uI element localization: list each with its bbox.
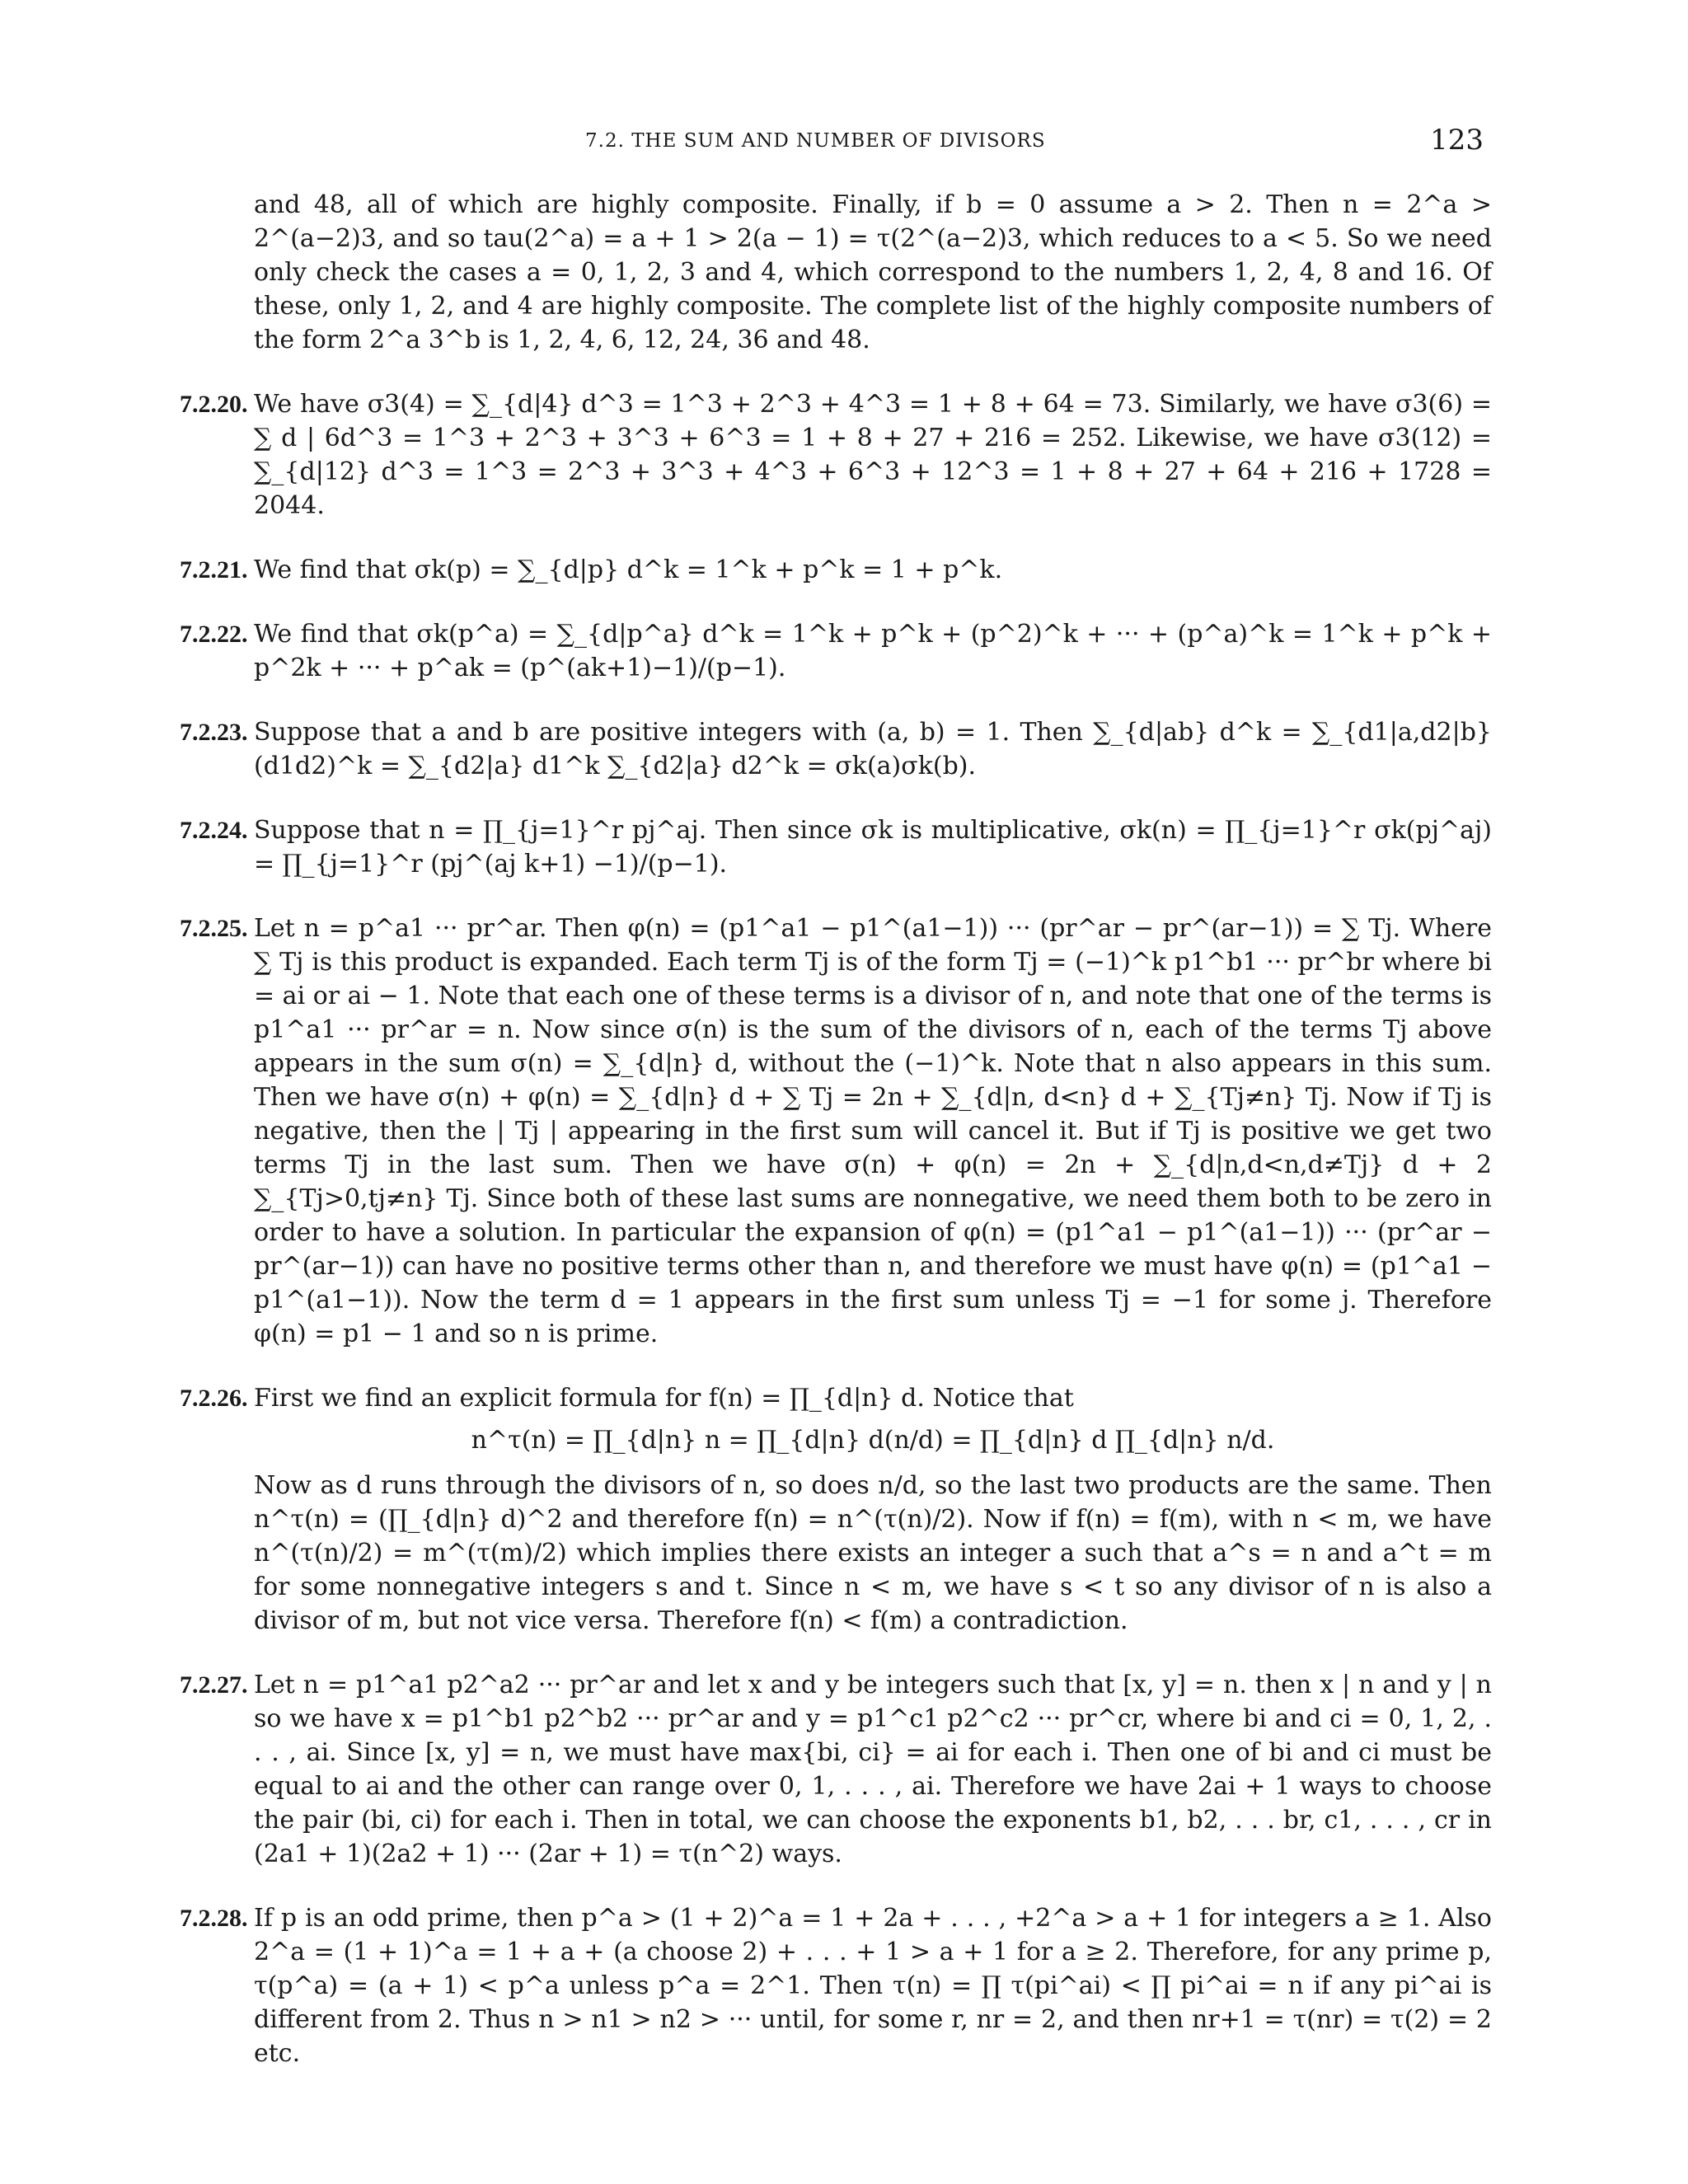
problem-number: 7.2.20. xyxy=(180,391,248,418)
problem-number: 7.2.21. xyxy=(180,556,248,583)
problem-number: 7.2.25. xyxy=(180,915,248,942)
problem-text: Let n = p^a1 ··· pr^ar. Then φ(n) = (p1^a1 − p1^(a1−1)) ··· (pr^ar − pr^(ar−1)) = ∑ Tj. Where ∑ Tj is this product is expanded. Each term Tj is of the form Tj = (−1)^k p1^b1 ··· pr^br where bi = ai or ai − 1. Note that each one of these terms is a divisor of n, and note that one of the terms is p1^a1 ··· pr^ar = n. Now since σ(n) is the sum of the divisors of n, each of the terms Tj above appears in the sum σ(n) = ∑_{d|n} d, without the (−1)^k. Note that n also appears in this sum. Then we have σ(n) + φ(n) = ∑_{d|n} d + ∑ Tj = 2n + ∑_{d|n, d<n} d + ∑_{Tj≠n} Tj. Now if Tj is negative, then the | Tj | appearing in the first sum will cancel it. But if Tj is positive we get two terms Tj in the last sum. Then we have σ(n) + φ(n) = 2n + ∑_{d|n,d<n,d≠Tj} d + 2 ∑_{Tj>0,tj≠n} Tj. Since both of these last sums are nonnegative, we need them both to be zero in order to have a solution. In particular the expansion of φ(n) = (p1^a1 − p1^(a1−1)) ··· (pr^ar − pr^(ar−1)) can have no positive terms other than n, and therefore we must have φ(n) = (p1^a1 − p1^(a1−1)). Now the term d = 1 appears in the first sum unless Tj = −1 for some j. Therefore φ(n) = p1 − 1 and so n is prime. xyxy=(254,914,1492,1348)
problem-text: Let n = p1^a1 p2^a2 ··· pr^ar and let x and y be integers such that [x, y] = n. then x | n and y | n so we have x = p1^b1 p2^b2 ··· pr^ar and y = p1^c1 p2^c2 ··· pr^cr, where bi and ci = 0, 1, 2, . . . , ai. Since [x, y] = n, we must have max{bi, ci} = ai for each i. Then one of bi and ci must be equal to ai and the other can range over 0, 1, . . . , ai. Therefore we have 2ai + 1 ways to choose the pair (bi, ci) for each i. Then in total, we can choose the exponents b1, b2, . . . br, c1, . . . , cr in (2a1 + 1)(2a2 + 1) ··· (2ar + 1) = τ(n^2) ways. xyxy=(254,1671,1492,1868)
problem-text: We have σ3(4) = ∑_{d|4} d^3 = 1^3 + 2^3 + 4^3 = 1 + 8 + 64 = 73. Similarly, we have σ3(6) = ∑ d | 6d^3 = 1^3 + 2^3 + 3^3 + 6^3 = 1 + 8 + 27 + 216 = 252. Likewise, we have σ3(12) = ∑_{d|12} d^3 = 1^3 = 2^3 + 3^3 + 4^3 + 6^3 + 12^3 = 1 + 8 + 27 + 64 + 216 + 1728 = 2044. xyxy=(254,390,1492,520)
problem-number: 7.2.22. xyxy=(180,621,248,648)
problem-7-2-22 xyxy=(180,617,1492,685)
page-number: 123 xyxy=(1430,124,1484,157)
problem-text: First we find an explicit formula for f(n) = ∏_{d|n} d. Notice that xyxy=(254,1384,1074,1413)
page-header xyxy=(0,124,1688,173)
problem-text: We find that σk(p^a) = ∑_{d|p^a} d^k = 1^k + p^k + (p^2)^k + ··· + (p^a)^k = 1^k + p^k + p^2k + ··· + p^ak = (p^(ak+1)−1)/(p−1). xyxy=(254,620,1492,682)
running-head: 7.2. THE SUM AND NUMBER OF DIVISORS xyxy=(585,130,1046,152)
problem-7-2-28 xyxy=(180,1901,1492,2070)
problem-text: Suppose that n = ∏_{j=1}^r pj^aj. Then since σk is multiplicative, σk(n) = ∏_{j=1}^r σk(pj^aj) = ∏_{j=1}^r (pj^(aj k+1) −1)/(p−1). xyxy=(254,816,1492,879)
problem-7-2-26 xyxy=(180,1381,1492,1638)
problem-number: 7.2.27. xyxy=(180,1671,248,1699)
problem-7-2-27 xyxy=(180,1668,1492,1871)
continuation-paragraph: and 48, all of which are highly composite. Finally, if b = 0 assume a > 2. Then n = 2^a > 2^(a−2)3, and so tau(2^a) = a + 1 > 2(a − 1) = τ(2^(a−2)3, which reduces to a < 5. So we need only check the cases a = 0, 1, 2, 3 and 4, which correspond to the numbers 1, 2, 4, 8 and 16. Of these, only 1, 2, and 4 are highly composite. The complete list of the highly composite numbers of the form 2^a 3^b is 1, 2, 4, 6, 12, 24, 36 and 48. xyxy=(254,190,1492,354)
page-body xyxy=(180,188,1492,2101)
problem-text: If p is an odd prime, then p^a > (1 + 2)^a = 1 + 2a + . . . , +2^a > a + 1 for integers a ≥ 1. Also 2^a = (1 + 1)^a = 1 + a + (a choose 2) + . . . + 1 > a + 1 for a ≥ 2. Therefore, for any prime p, τ(p^a) = (a + 1) < p^a unless p^a = 2^1. Then τ(n) = ∏ τ(pi^ai) < ∏ pi^ai = n if any pi^ai is different from 2. Thus n > n1 > n2 > ··· until, for some r, nr = 2, and then nr+1 = τ(nr) = τ(2) = 2 etc. xyxy=(254,1904,1492,2068)
display-equation: n^τ(n) = ∏_{d|n} n = ∏_{d|n} d(n/d) = ∏_{d|n} d ∏_{d|n} n/d. xyxy=(471,1426,1275,1455)
problem-number: 7.2.28. xyxy=(180,1905,248,1932)
problem-7-2-23 xyxy=(180,715,1492,783)
problem-number: 7.2.23. xyxy=(180,719,248,746)
problem-7-2-20 xyxy=(180,387,1492,523)
problem-number: 7.2.24. xyxy=(180,817,248,844)
problem-text: We find that σk(p) = ∑_{d|p} d^k = 1^k + p^k = 1 + p^k. xyxy=(254,555,1003,584)
problem-7-2-25 xyxy=(180,912,1492,1351)
problem-7-2-21 xyxy=(180,553,1492,587)
problem-7-2-24 xyxy=(180,813,1492,881)
problem-number: 7.2.26. xyxy=(180,1385,248,1412)
problem-text-continued: Now as d runs through the divisors of n, so does n/d, so the last two products are the same. Then n^τ(n) = (∏_{d|n} d)^2 and therefore f(n) = n^(τ(n)/2). Now if f(n) = f(m), with n < m, we have n^(τ(n)/2) = m^(τ(m)/2) which implies there exists an integer a such that a^s = n and a^t = m for some nonnegative integers s and t. Since n < m, we have s < t so any divisor of n is also a divisor of m, but not vice versa. Therefore f(n) < f(m) a contradiction. xyxy=(254,1471,1492,1635)
problem-text: Suppose that a and b are positive integers with (a, b) = 1. Then ∑_{d|ab} d^k = ∑_{d1|a,d2|b} (d1d2)^k = ∑_{d2|a} d1^k ∑_{d2|a} d2^k = σk(a)σk(b). xyxy=(254,718,1492,780)
